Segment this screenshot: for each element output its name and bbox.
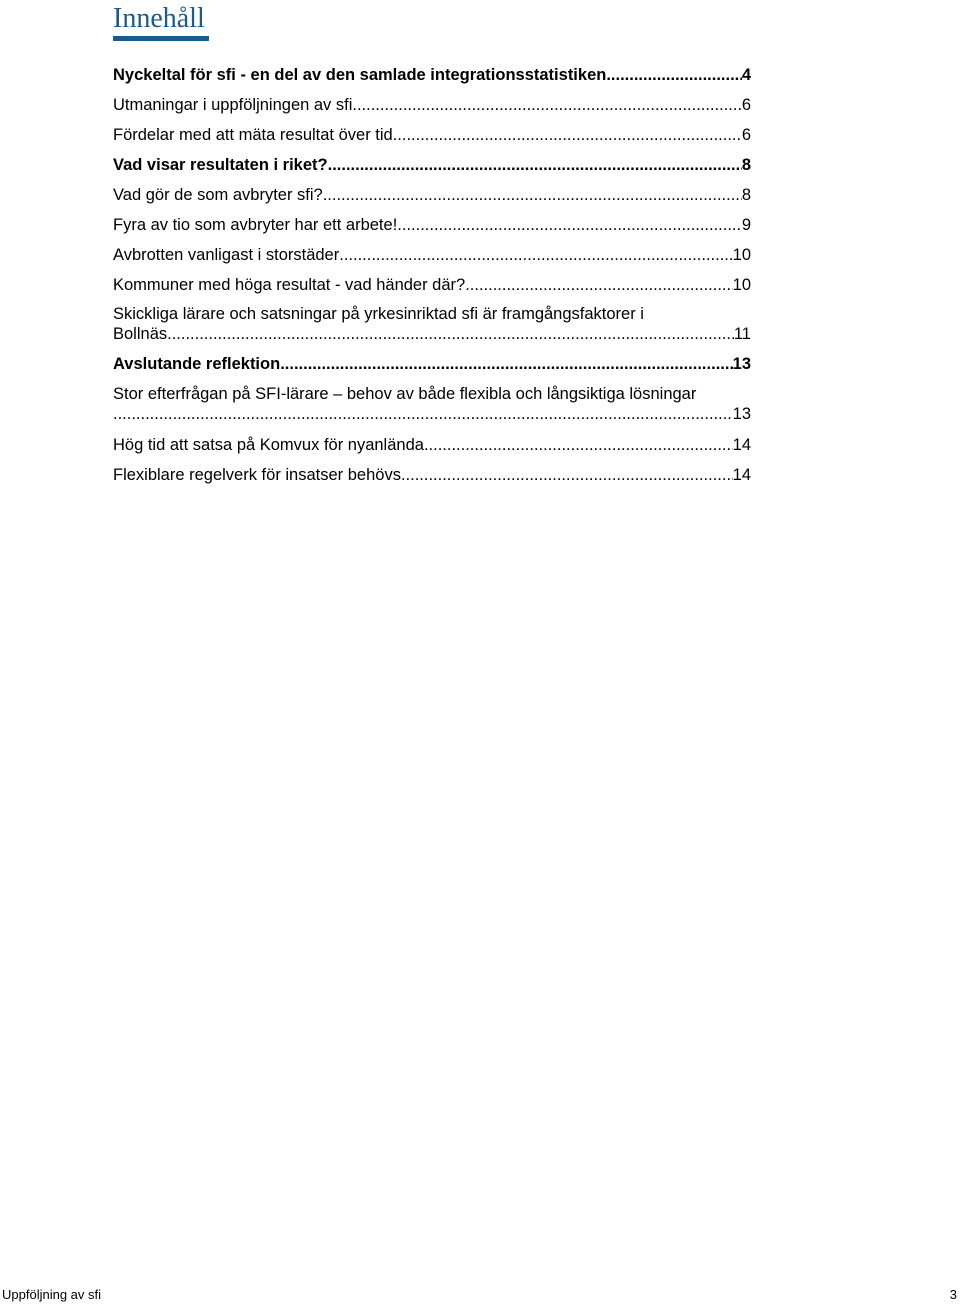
toc-leader-dots — [167, 324, 734, 344]
toc-entry-title-line: Skickliga lärare och satsningar på yrkesinriktad sfi är framgångsfaktorer i — [113, 305, 644, 323]
toc-entry-title: Nyckeltal för sfi - en del av den samlade integrationsstatistiken — [113, 66, 607, 84]
toc-entry-title: Utmaningar i uppföljningen av sfi — [113, 96, 353, 114]
toc-leader-dots — [465, 275, 732, 295]
toc-entry-page: 14 — [732, 436, 751, 454]
toc-entry[interactable] — [113, 354, 751, 374]
toc-leader-dots — [401, 465, 733, 485]
toc-entry-title: Kommuner med höga resultat - vad händer där? — [113, 276, 466, 294]
footer-document-title: Uppföljning av sfi — [2, 1287, 101, 1302]
toc-entry-page: 10 — [732, 276, 751, 294]
title-underline — [113, 36, 209, 41]
toc-entry-page: 10 — [732, 246, 751, 264]
toc-leader-dots — [424, 435, 733, 455]
toc-entry[interactable] — [113, 155, 751, 175]
toc-entry[interactable] — [113, 125, 751, 145]
toc-leader-dots — [606, 65, 741, 85]
toc-entry-page: 13 — [732, 355, 751, 373]
toc-entry[interactable] — [113, 465, 751, 485]
toc-entry-title: Avslutande reflektion — [113, 355, 281, 373]
toc-leader-dots — [339, 245, 732, 265]
toc-entry-title: Bollnäs — [113, 325, 168, 343]
toc-entry-title: Avbrotten vanligast i storstäder — [113, 246, 340, 264]
toc-entry-page: 9 — [741, 216, 751, 234]
toc-entry-title: Flexiblare regelverk för insatser behövs — [113, 466, 401, 484]
toc-leader-dots — [113, 404, 733, 424]
toc-entry-page: 13 — [732, 405, 751, 423]
toc-leader-dots — [393, 125, 742, 145]
toc-leader-dots — [280, 354, 732, 374]
toc-leader-dots — [397, 215, 742, 235]
toc-entry-title: Vad visar resultaten i riket? — [113, 156, 328, 174]
toc-leader-dots — [352, 95, 741, 115]
toc-leader-dots — [323, 185, 742, 205]
toc-entry[interactable] — [113, 304, 751, 344]
toc-entry[interactable] — [113, 435, 751, 455]
toc-leader-dots — [328, 155, 742, 175]
toc-entry-title: Fördelar med att mäta resultat över tid — [113, 126, 393, 144]
toc-entry[interactable] — [113, 185, 751, 205]
toc-entry[interactable] — [113, 215, 751, 235]
toc-entry-title: Fyra av tio som avbryter har ett arbete! — [113, 216, 398, 234]
toc-entry-page: 8 — [741, 186, 751, 204]
toc-entry[interactable] — [113, 384, 751, 424]
toc-entry-title: Vad gör de som avbryter sfi? — [113, 186, 323, 204]
toc-entry-page: 14 — [732, 466, 751, 484]
toc-entry-title-line: Stor efterfrågan på SFI-lärare – behov av både flexibla och långsiktiga lösningar — [113, 385, 697, 403]
toc-entry-title: Hög tid att satsa på Komvux för nyanlända — [113, 436, 424, 454]
footer-page-number: 3 — [949, 1287, 957, 1302]
toc-entry-page: 6 — [741, 126, 751, 144]
toc-entry[interactable] — [113, 95, 751, 115]
toc-entry-page: 8 — [741, 156, 751, 174]
toc-entry[interactable] — [113, 65, 751, 85]
toc-entry-page: 4 — [741, 66, 751, 84]
toc-entry[interactable] — [113, 245, 751, 265]
toc-entry[interactable] — [113, 275, 751, 295]
toc-entry-page: 11 — [733, 325, 751, 343]
toc-entry-page: 6 — [741, 96, 751, 114]
page-title: Innehåll — [113, 3, 205, 34]
